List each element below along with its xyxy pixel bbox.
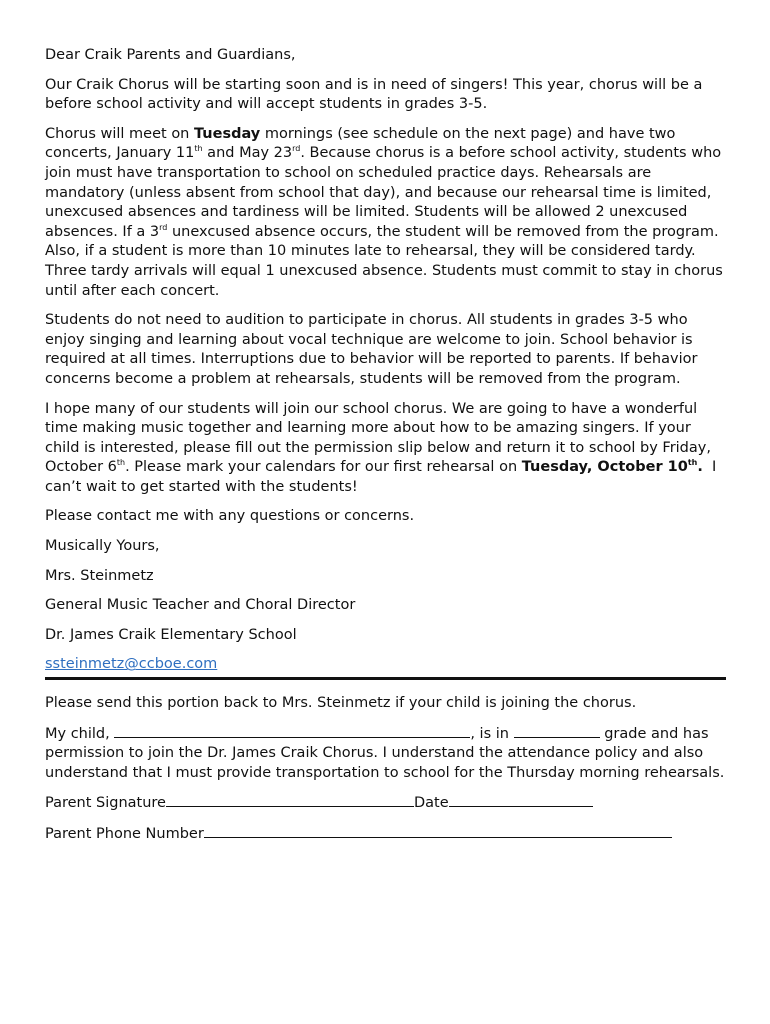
consent-text-b: , is in <box>470 725 514 742</box>
invitation-text-e: I can’t wait to get started with the students! <box>45 459 721 495</box>
cut-line-divider <box>45 677 726 680</box>
invitation-text-b: . Please mark your calendars for our first rehearsal on <box>125 459 522 476</box>
slip-instruction: Please send this portion back to Mrs. Steinmetz if your child is joining the chorus. <box>45 695 637 712</box>
date-blank[interactable] <box>449 793 593 807</box>
invitation-sup-1: th <box>116 458 126 468</box>
invitation-paragraph <box>45 400 726 498</box>
schedule-text-f: unexcused absence occurs, the student will be removed from the program. Also, if a student is more than 10 minutes late to rehearsal, they will be considered tardy. Three tardy arrivals will equal 1 unexcused absence. Students must commit to stay in chorus until after each concert. <box>45 223 723 299</box>
closing: Musically Yours, <box>45 538 160 555</box>
contact-paragraph: Please contact me with any questions or concerns. <box>45 508 415 525</box>
child-name-blank[interactable] <box>114 724 470 738</box>
schedule-paragraph <box>45 125 726 301</box>
schedule-text-d: and May 23 <box>202 145 293 162</box>
consent-text-c: grade and has permission to join the Dr. James Craik Chorus. I understand the attendance policy and also understand that I must provide transportation to school for the Thursday morning rehearsals. <box>45 725 725 781</box>
consent-paragraph <box>45 724 726 784</box>
phone-line <box>45 824 726 845</box>
schedule-sup-1: th <box>194 144 203 154</box>
schedule-sup-2: rd <box>292 144 301 154</box>
invitation-text-a: I hope many of our students will join our school chorus. We are going to have a wonderful time making music together and learning more about how to be amazing singers. If your child is interested, please fill out the permission slip below and return it to school by Friday, October 6 <box>45 400 711 476</box>
greeting: Dear Craik Parents and Guardians, <box>45 47 296 63</box>
grade-blank[interactable] <box>514 724 600 738</box>
date-label: Date <box>413 795 449 812</box>
rehearsal-date-sup: th <box>687 458 698 468</box>
parent-phone-label: Parent Phone Number <box>45 826 204 842</box>
signature-school: Dr. James Craik Elementary School <box>45 626 297 643</box>
schedule-text-e: . Because chorus is a before school activity, students who join must have transportation to school on scheduled practice days. Rehearsals are mandatory (unless absent from school that day), and because our rehearsal time is limited, unexcused absences and tardiness will be limited. Students will be allowed 2 unexcused absences. If a 3 <box>45 145 722 240</box>
parent-signature-label: Parent Signature <box>45 795 166 812</box>
parent-phone-blank[interactable] <box>204 824 672 838</box>
signature-title: General Music Teacher and Choral Director <box>45 597 356 614</box>
intro-paragraph: Our Craik Chorus will be starting soon and is in need of singers! This year, chorus will be a before school activity and will accept students in grades 3-5. <box>45 76 703 113</box>
schedule-sup-3: rd <box>159 222 168 232</box>
email-link[interactable]: ssteinmetz@ccboe.com <box>45 656 218 673</box>
rehearsal-date-period: . <box>697 459 703 476</box>
schedule-text-c: mornings (see schedule on the next page) and have two concerts, January 11 <box>45 125 676 162</box>
schedule-text-a: Chorus will meet on <box>45 125 194 142</box>
signature-date-line <box>45 793 726 814</box>
audition-paragraph: Students do not need to audition to participate in chorus. All students in grades 3-5 who enjoy singing and learning about vocal technique are welcome to join. School behavior is required at all times. Interruptions due to behavior will be reported to parents. If behavior concerns become a problem at rehearsals, students will be removed from the program. <box>45 312 698 387</box>
rehearsal-date-text: Tuesday, October 10 <box>521 459 688 476</box>
schedule-day-bold: Tuesday <box>194 125 261 142</box>
consent-text-a: My child, <box>45 725 115 742</box>
rehearsal-date-bold <box>522 459 703 475</box>
signature-name: Mrs. Steinmetz <box>45 567 154 584</box>
email-line <box>45 655 726 675</box>
parent-signature-blank[interactable] <box>166 793 414 807</box>
